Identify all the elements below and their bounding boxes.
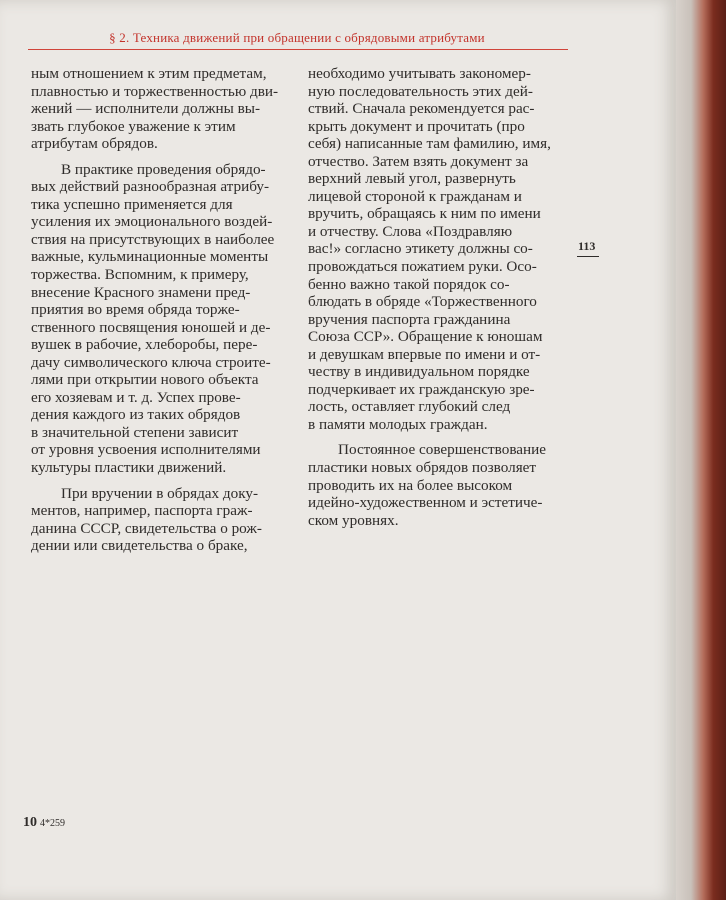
page-number: 113 bbox=[578, 239, 596, 253]
text-line: в памяти молодых граждан. bbox=[308, 415, 488, 433]
text-line: блюдать в обряде «Торжественного bbox=[308, 293, 537, 311]
text-line: При вручении в обрядах доку- bbox=[61, 484, 259, 502]
text-line: отчество. Затем взять документ за bbox=[308, 152, 529, 170]
text-line: и отчеству. Слова «Поздравляю bbox=[308, 222, 513, 240]
text-line: дения каждого из таких обрядов bbox=[31, 406, 241, 424]
text-line: его хозяевам и т. д. Успех прове- bbox=[31, 388, 241, 406]
text-line: данина СССР, свидетельства о рож- bbox=[31, 519, 262, 537]
text-line: ском уровнях. bbox=[308, 511, 399, 529]
paragraph bbox=[308, 65, 572, 433]
text-line: пластики новых обрядов позволяет bbox=[308, 459, 537, 477]
header-rule bbox=[28, 49, 568, 50]
paragraph bbox=[308, 441, 572, 529]
text-line: дении или свидетельства о браке, bbox=[31, 537, 248, 555]
printer-signature: 4*259 bbox=[40, 818, 65, 829]
running-head: § 2. Техника движений при обращении с обрядовыми атрибутами bbox=[109, 30, 485, 45]
text-line: тика успешно применяется для bbox=[31, 195, 233, 213]
text-line: крыть документ и прочитать (про bbox=[308, 117, 525, 135]
right-column bbox=[308, 65, 572, 529]
text-line: подчеркивает их гражданскую зре- bbox=[308, 380, 535, 398]
text-line: дачу символического ключа строите- bbox=[31, 353, 271, 371]
text-line: жений — исполнители должны вы- bbox=[31, 100, 261, 118]
text-line: внесение Красного знамени пред- bbox=[31, 283, 251, 301]
text-line: идейно-художественном и эстетиче- bbox=[308, 494, 543, 512]
text-line: ствия на присутствующих в наиболее bbox=[31, 230, 275, 248]
text-line: вас!» согласно этикету должны со- bbox=[308, 240, 533, 258]
text-line: Союза ССР». Обращение к юношам bbox=[308, 328, 543, 346]
text-line: ную последовательность этих дей- bbox=[308, 82, 533, 100]
text-line: и девушкам впервые по имени и от- bbox=[308, 345, 541, 363]
footer-number: 10 bbox=[23, 815, 37, 830]
page-number-rule bbox=[577, 256, 599, 257]
text-line: вых действий разнообразная атрибу- bbox=[31, 178, 270, 196]
text-line: приятия во время обряда торже- bbox=[31, 301, 240, 319]
text-line: В практике проведения обрядо- bbox=[61, 160, 266, 178]
text-line: ственного посвящения юношей и де- bbox=[31, 318, 271, 336]
text-line: вручить, обращаясь к ним по имени bbox=[308, 205, 541, 223]
text-line: вушек в рабочие, хлеборобы, пере- bbox=[31, 336, 258, 354]
text-line: необходимо учитывать закономер- bbox=[308, 65, 531, 82]
text-line: лями при открытии нового объекта bbox=[31, 371, 259, 389]
text-line: усиления их эмоционального воздей- bbox=[31, 213, 273, 231]
paragraph bbox=[31, 161, 299, 477]
text-line: лицевой стороной к гражданам и bbox=[308, 187, 522, 205]
text-line: провождаться пожатием руки. Осо- bbox=[308, 258, 537, 276]
text-line: культуры пластики движений. bbox=[31, 459, 227, 477]
text-line: торжества. Вспомним, к примеру, bbox=[31, 266, 249, 284]
text-line: плавностью и торжественностью дви- bbox=[31, 82, 279, 100]
paragraph bbox=[31, 65, 299, 153]
text-line: вручения паспорта гражданина bbox=[308, 310, 511, 328]
text-line: важные, кульминационные моменты bbox=[31, 248, 269, 266]
text-line: атрибутам обрядов. bbox=[31, 135, 158, 153]
text-line: Постоянное совершенствование bbox=[338, 441, 547, 459]
text-line: ствий. Сначала рекомендуется рас- bbox=[308, 100, 535, 118]
book-edge bbox=[676, 0, 726, 900]
text-line: честву в индивидуальном порядке bbox=[308, 363, 530, 381]
text-line: бенно важно такой порядок со- bbox=[308, 275, 510, 293]
text-line: лость, оставляет глубокий след bbox=[308, 398, 511, 416]
text-line: верхний левый угол, развернуть bbox=[308, 170, 516, 188]
text-line: ным отношением к этим предметам, bbox=[31, 65, 267, 82]
paragraph bbox=[31, 485, 299, 555]
text-line: себя) написанные там фамилию, имя, bbox=[308, 135, 551, 153]
text-line: от уровня усвоения исполнителями bbox=[31, 441, 261, 459]
text-line: звать глубокое уважение к этим bbox=[31, 117, 236, 135]
text-line: ментов, например, паспорта граж- bbox=[31, 502, 253, 520]
text-line: проводить их на более высоком bbox=[308, 476, 513, 494]
text-line: в значительной степени зависит bbox=[31, 423, 239, 441]
left-column bbox=[31, 65, 299, 555]
